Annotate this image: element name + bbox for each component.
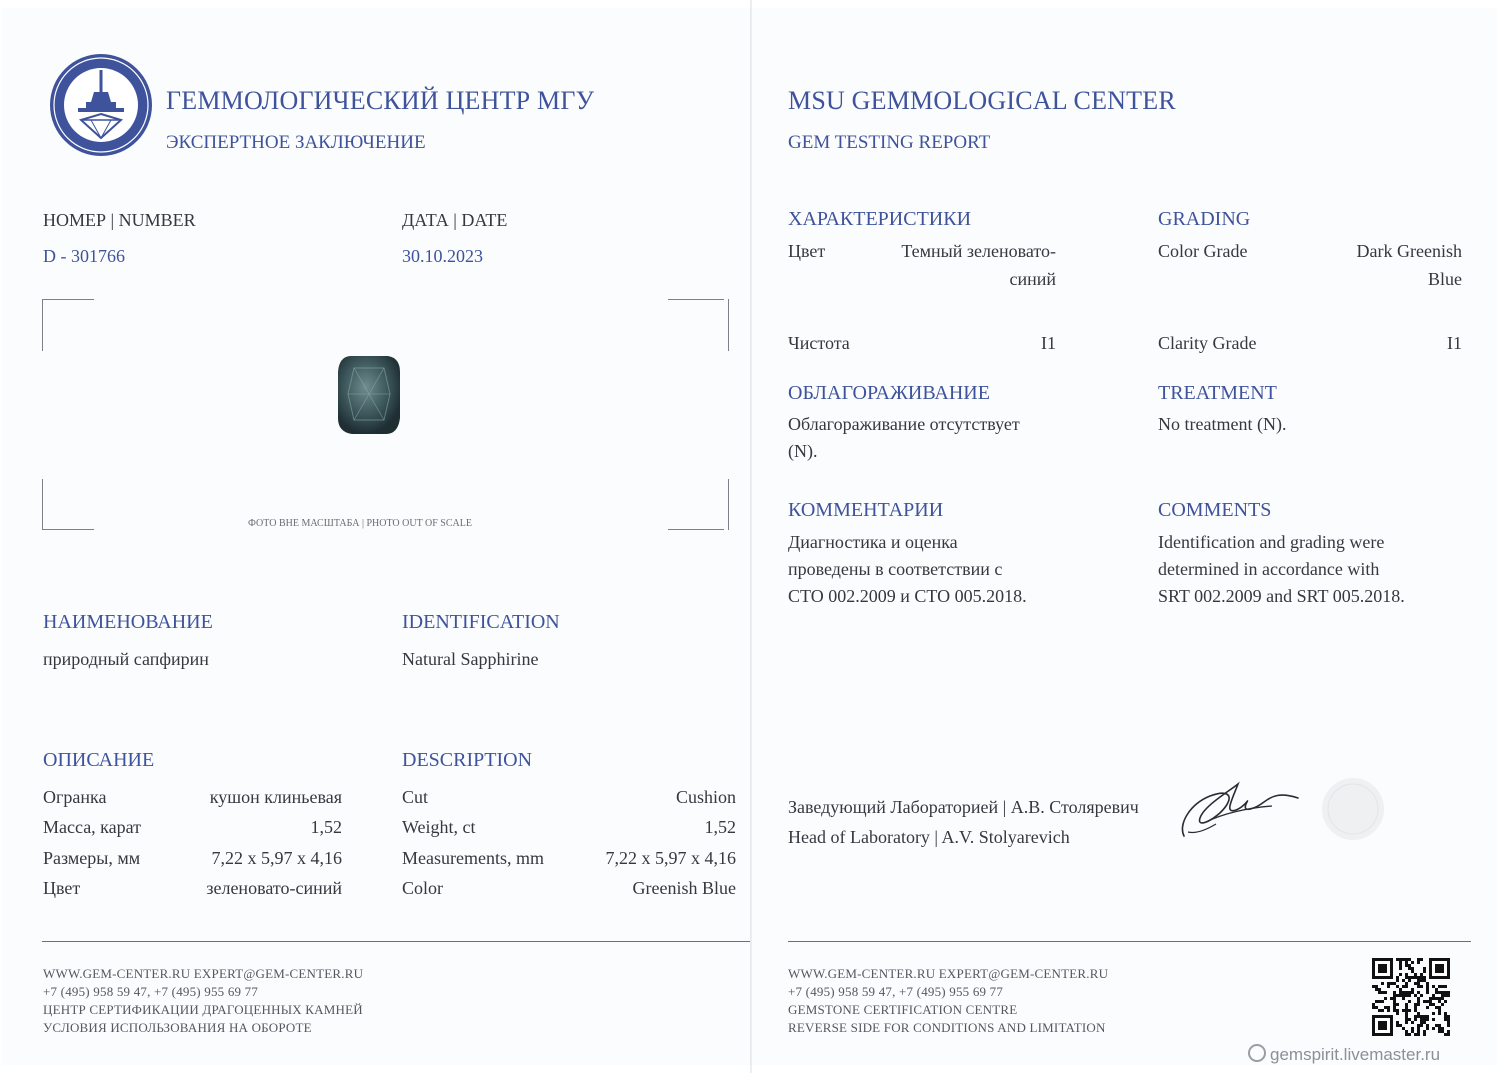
desc-en-label-weight: Weight, ct (402, 817, 476, 837)
desc-en-label-cut: Cut (402, 787, 429, 807)
footer-right-line-3: GEMSTONE CERTIFICATION CENTRE (788, 1002, 1018, 1017)
number-value: D - 301766 (43, 246, 125, 266)
desc-en-value-color: Greenish Blue (632, 878, 736, 898)
embossed-stamp (1320, 776, 1386, 842)
color-label-ru: Цвет (788, 241, 826, 261)
color-label-en: Color Grade (1158, 241, 1248, 261)
desc-en-label-size: Measurements, mm (402, 848, 544, 868)
comments-ru-line-2: проведены в соответствии с (788, 559, 1003, 579)
color-value-en-line-2: Blue (1428, 269, 1462, 289)
clarity-value-ru: I1 (1041, 333, 1056, 353)
desc-en-value-weight: 1,52 (704, 817, 736, 837)
identification-value-ru: природный сапфирин (43, 649, 209, 669)
number-label: НОМЕР | NUMBER (43, 210, 196, 230)
desc-ru-label-weight: Масса, карат (43, 817, 142, 837)
identification-value-en: Natural Sapphirine (402, 649, 539, 669)
left-page (2, 8, 751, 1065)
comments-ru (788, 529, 1027, 610)
report-title-ru: ЭКСПЕРТНОЕ ЗАКЛЮЧЕНИЕ (166, 132, 426, 153)
treatment-value-en: No treatment (N). (1158, 414, 1287, 434)
report-title-en: GEM TESTING REPORT (788, 132, 991, 153)
watermark-icon (1248, 1044, 1266, 1062)
footer-divider-right (788, 941, 1471, 942)
head-of-lab-ru: Заведующий Лабораторией | А.В. Столяревич (788, 797, 1139, 817)
comments-en-line-2: determined in accordance with (1158, 559, 1380, 579)
footer-left-line-4: УСЛОВИЯ ИСПОЛЬЗОВАНИЯ НА ОБОРОТЕ (43, 1020, 312, 1035)
qr-code[interactable] (1372, 958, 1450, 1036)
desc-ru-label-size: Размеры, мм (43, 848, 141, 868)
desc-en-label-color: Color (402, 878, 444, 898)
right-page (752, 8, 1497, 1065)
footer-right-line-2: +7 (495) 958 59 47, +7 (495) 955 69 77 (788, 984, 1004, 999)
treatment-value-ru-line-1: Облагораживание отсутствует (788, 414, 1020, 434)
identification-heading-en: IDENTIFICATION (402, 611, 560, 633)
gemstone-photo (336, 354, 402, 436)
footer-left-line-2: +7 (495) 958 59 47, +7 (495) 955 69 77 (43, 984, 259, 999)
color-value-ru-line-1: Темный зеленовато- (901, 241, 1056, 261)
footer-right-line-4: REVERSE SIDE FOR CONDITIONS AND LIMITATION (788, 1020, 1106, 1035)
comments-heading-en: COMMENTS (1158, 499, 1272, 521)
comments-en-line-1: Identification and grading were (1158, 532, 1385, 552)
date-value: 30.10.2023 (402, 246, 483, 266)
desc-ru-label-color: Цвет (43, 878, 81, 898)
comments-ru-line-3: СТО 002.2009 и СТО 005.2018. (788, 586, 1027, 606)
footer-left-line-1: WWW.GEM-CENTER.RU EXPERT@GEM-CENTER.RU (43, 966, 364, 981)
description-heading-ru: ОПИСАНИЕ (43, 749, 155, 771)
desc-ru-value-size: 7,22 x 5,97 x 4,16 (211, 848, 342, 868)
desc-en-value-size: 7,22 x 5,97 x 4,16 (605, 848, 736, 868)
desc-ru-value-cut: кушон клиньевая (209, 787, 342, 807)
photo-caption: ФОТО ВНЕ МАСШТАБА | PHOTO OUT OF SCALE (248, 518, 472, 529)
clarity-label-ru: Чистота (788, 333, 850, 353)
clarity-label-en: Clarity Grade (1158, 333, 1257, 353)
org-title-ru: ГЕММОЛОГИЧЕСКИЙ ЦЕНТР МГУ (166, 86, 595, 115)
footer-divider (42, 941, 750, 942)
comments-en (1158, 529, 1405, 610)
date-label: ДАТА | DATE (402, 210, 508, 230)
head-of-lab-en: Head of Laboratory | A.V. Stolyarevich (788, 827, 1070, 847)
comments-en-line-3: SRT 002.2009 and SRT 005.2018. (1158, 586, 1405, 606)
org-title-en: MSU GEMMOLOGICAL CENTER (788, 86, 1176, 115)
desc-en-value-cut: Cushion (675, 787, 736, 807)
footer-left-line-3: ЦЕНТР СЕРТИФИКАЦИИ ДРАГОЦЕННЫХ КАМНЕЙ (43, 1002, 363, 1017)
treatment-value-ru-line-2: (N). (788, 441, 818, 461)
desc-ru-value-color: зеленовато-синий (206, 878, 342, 898)
treatment-heading-en: TREATMENT (1158, 382, 1277, 404)
footer-left (43, 965, 363, 1037)
footer-right (788, 965, 1108, 1037)
desc-ru-label-cut: Огранка (43, 787, 107, 807)
grading-heading-en: GRADING (1158, 208, 1251, 230)
comments-ru-line-1: Диагностика и оценка (788, 532, 958, 552)
desc-ru-value-weight: 1,52 (310, 817, 342, 837)
comments-heading-ru: КОММЕНТАРИИ (788, 499, 944, 521)
signature-image (1176, 774, 1306, 846)
footer-right-line-1: WWW.GEM-CENTER.RU EXPERT@GEM-CENTER.RU (788, 966, 1109, 981)
clarity-value-en: I1 (1447, 333, 1462, 353)
identification-heading-ru: НАИМЕНОВАНИЕ (43, 611, 213, 633)
description-heading-en: DESCRIPTION (402, 749, 533, 771)
treatment-heading-ru: ОБЛАГОРАЖИВАНИЕ (788, 382, 990, 404)
color-value-en-line-1: Dark Greenish (1356, 241, 1462, 261)
grading-heading-ru: ХАРАКТЕРИСТИКИ (788, 208, 972, 230)
color-value-ru-line-2: синий (1009, 269, 1056, 289)
msu-seal-logo (48, 52, 154, 158)
watermark (1248, 1044, 1440, 1065)
watermark-text: gemspirit.livemaster.ru (1270, 1045, 1441, 1064)
